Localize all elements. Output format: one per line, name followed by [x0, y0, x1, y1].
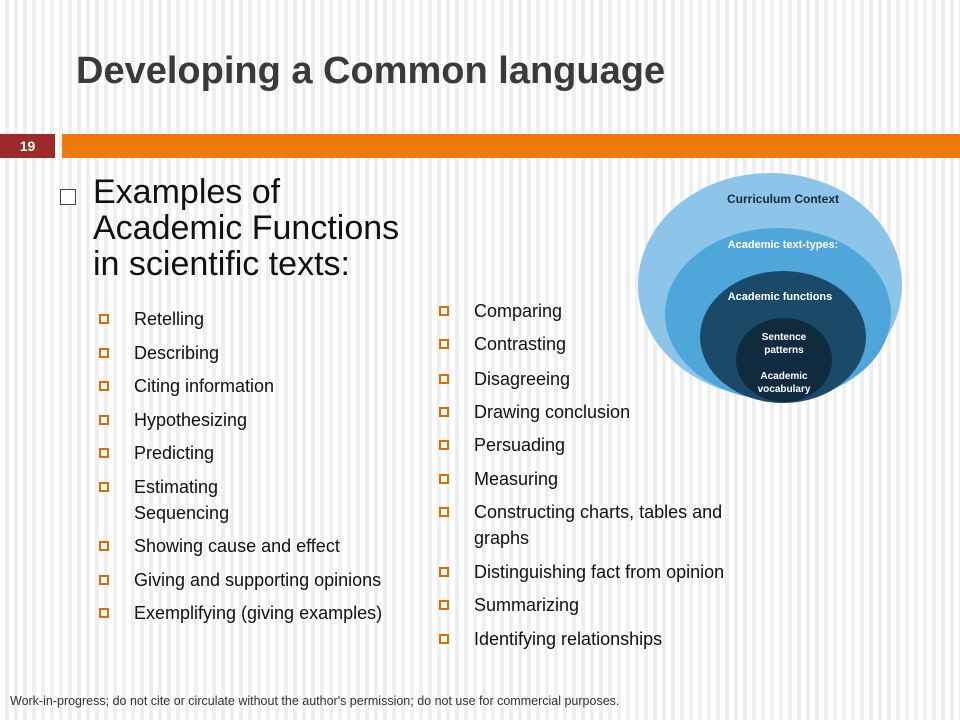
list-item-text: Exemplifying (giving examples) — [134, 603, 383, 623]
list-item — [474, 366, 570, 392]
list-item — [134, 440, 214, 466]
list-item-text: Estimating — [134, 477, 219, 497]
footer-disclaimer: Work-in-progress; do not cite or circulate without the author's permission; do not use for commercial purposes. — [10, 694, 620, 708]
title-divider-bar — [62, 134, 960, 158]
square-bullet-icon — [99, 314, 109, 324]
list-item-text: Identifying relationships — [474, 629, 663, 649]
square-bullet-icon — [439, 306, 449, 316]
list-item-text: Drawing conclusion — [474, 402, 631, 422]
list-item — [474, 399, 630, 425]
list-item-text: Showing cause and effect — [134, 536, 340, 556]
square-bullet-icon — [99, 348, 109, 358]
list-item — [474, 432, 565, 458]
list-item-text: Distinguishing fact from opinion — [474, 562, 725, 582]
list-item — [134, 373, 274, 399]
list-item-text: Measuring — [474, 469, 559, 489]
list-item-text: Constructing charts, tables and — [474, 502, 723, 522]
square-bullet-icon — [439, 600, 449, 610]
square-bullet-icon — [439, 507, 449, 517]
list-item — [474, 331, 566, 357]
square-bullet-icon — [99, 575, 109, 585]
square-bullet-icon — [99, 541, 109, 551]
square-bullet-icon — [99, 448, 109, 458]
list-item-text: Persuading — [474, 435, 566, 455]
inner-label-sentence: Sentence — [761, 332, 807, 343]
square-bullet-icon — [99, 415, 109, 425]
square-bullet-icon — [439, 339, 449, 349]
inner-label-patterns: patterns — [764, 345, 804, 356]
square-bullet-icon — [99, 608, 109, 618]
third-circle-label: Academic functions — [727, 291, 833, 303]
list-item — [474, 626, 662, 652]
list-item-text: Retelling — [134, 309, 205, 329]
square-bullet-icon — [439, 407, 449, 417]
list-item — [134, 600, 382, 626]
list-item-text: Contrasting — [474, 334, 567, 354]
inner-label-vocabulary: vocabulary — [757, 384, 811, 395]
list-item — [474, 592, 579, 618]
square-bullet-icon — [439, 374, 449, 384]
list-item — [134, 567, 381, 593]
list-item — [134, 306, 204, 332]
nested-circles-diagram — [630, 170, 910, 410]
list-item — [134, 407, 247, 433]
heading-line: Examples of — [93, 173, 281, 211]
list-item-text: graphs — [474, 528, 530, 548]
list-item — [474, 559, 724, 585]
heading-line: in scientific texts: — [93, 245, 350, 283]
square-bullet-icon — [439, 440, 449, 450]
square-bullet-icon — [439, 567, 449, 577]
list-item — [134, 474, 229, 526]
square-bullet-icon — [439, 474, 449, 484]
inner-label-academic: Academic — [760, 371, 808, 382]
square-bullet-icon — [99, 482, 109, 492]
list-item-text: Disagreeing — [474, 369, 571, 389]
list-item-text: Sequencing — [134, 503, 230, 523]
slide-title: Developing a Common language — [76, 50, 666, 92]
list-item-text: Summarizing — [474, 595, 580, 615]
list-item-text: Predicting — [134, 443, 215, 463]
heading-line: Academic Functions — [93, 209, 400, 247]
list-item — [474, 499, 722, 551]
square-bullet-icon — [439, 634, 449, 644]
list-item-text: Describing — [134, 343, 220, 363]
list-item — [474, 298, 562, 324]
list-item-text: Citing information — [134, 376, 275, 396]
list-item — [134, 533, 340, 559]
list-item-text: Hypothesizing — [134, 410, 248, 430]
heading-bullet-box — [60, 189, 76, 205]
slide-number: 19 — [0, 134, 55, 158]
list-item — [474, 466, 558, 492]
list-item-text: Comparing — [474, 301, 563, 321]
outer-circle-label: Curriculum Context — [726, 192, 840, 206]
square-bullet-icon — [99, 381, 109, 391]
list-item — [134, 340, 219, 366]
second-circle-label: Academic text-types: — [727, 239, 839, 251]
list-item-text: Giving and supporting opinions — [134, 570, 382, 590]
section-heading — [93, 174, 463, 282]
